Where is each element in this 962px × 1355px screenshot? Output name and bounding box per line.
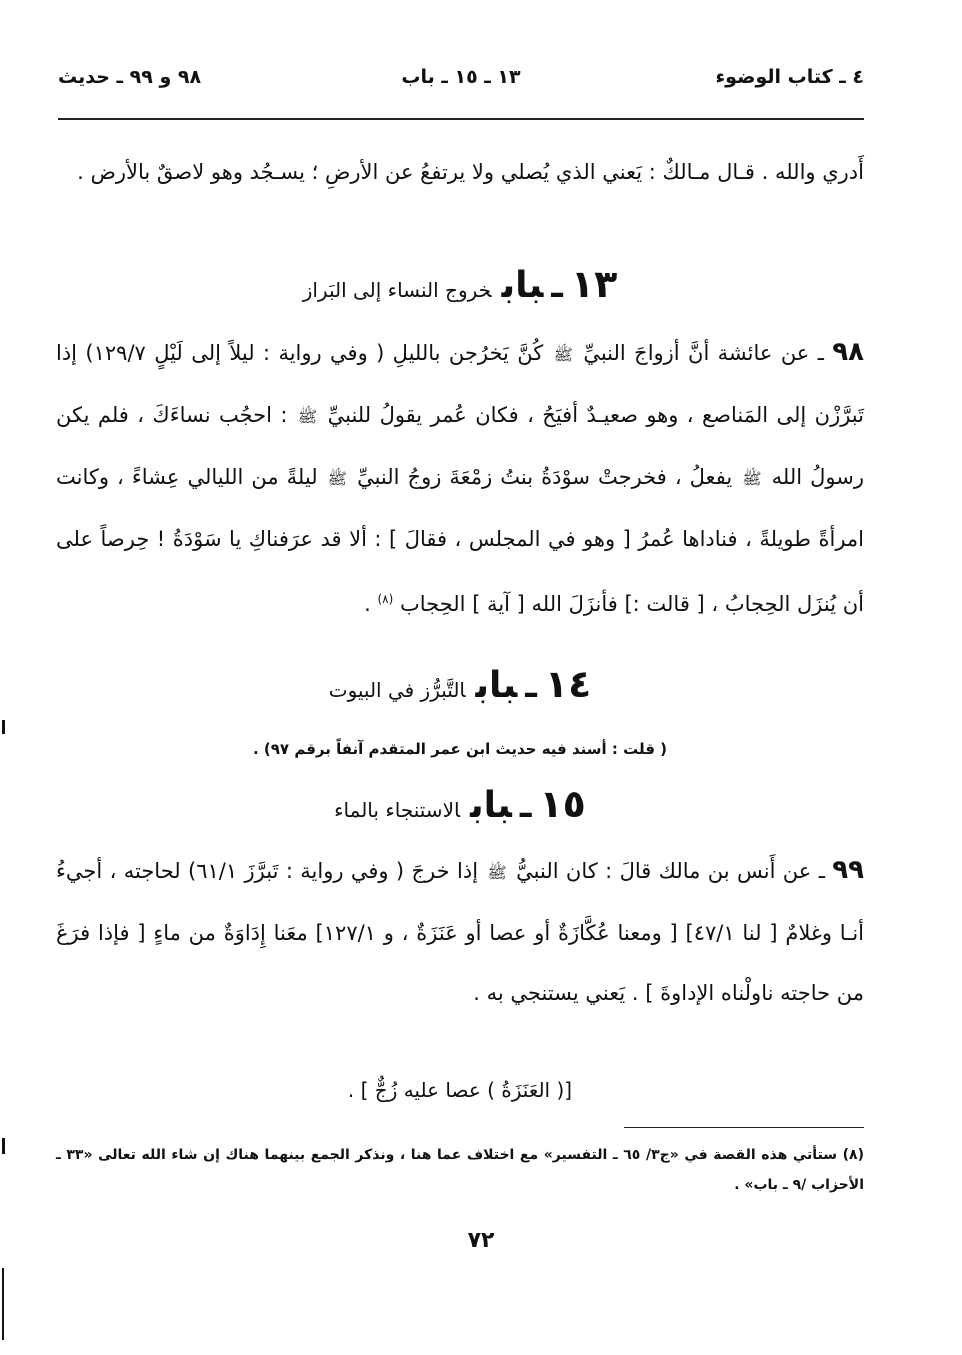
footnote-8: (٨) ستأتي هذه القصة في «ج٣/ ٦٥ ـ التفسير» مع اختلاف عما هنا ، ونذكر الجمع بينهما هناك إن شاء الله تعالى «٣٣ ـ الأحزاب /٩ ـ باب» . — [56, 1147, 864, 1193]
hadith-98-text-5: ليلةً من الليالي عِشاءً ، وكانت امرأةً طويلةً ، فناداها عُمرُ [ وهو في المجلس ، فقالَ ] : ألا قد عرَفناكِ يا سَوْدَةُ ! حِرصاً على أن يُنزَل الحِجابُ ، [ قالت :] فأنزَلَ الله [ آية ] الحِجاب — [56, 465, 864, 616]
salla-symbol-icon: ﷺ — [297, 407, 318, 426]
chapter-15-number: ١٥ — [539, 782, 586, 826]
chapter-13-bab: باب — [501, 265, 544, 306]
chapter-14-heading — [56, 662, 864, 706]
chapter-13-heading — [56, 262, 864, 306]
footnote-reference[interactable]: (٨) — [377, 592, 394, 606]
chapter-14-title: التَّبرُّز في البيوت — [328, 678, 466, 702]
hadith-99-text-1: ـ عن أَنس بن مالك قالَ : كان النبيُّ — [516, 859, 825, 883]
hadith-98-text-1: ـ عن عائشة أنَّ أزواجَ النبيِّ — [583, 341, 824, 365]
chapter-15-separator: ـ — [519, 786, 532, 826]
hadith-99-text-2: إذا خرجَ ( وفي رواية : تَبرَّزَ ٦١/١) لحاجته ، أجيءُ أنـا وغلامٌ [ لنا ٤٧/١] [ ومعنا عُكَّازَةٌ أو عصا أو عَنَزَةٌ ، و ١٢٧/١] معَنا إِدَاوَةٌ من ماءٍ [ فإذا فرَغَ من حاجته ناولْناه الإداوةَ ] . يَعني يستنجي به . — [56, 859, 864, 1005]
hadith-98-text-3: : احجُب نساءَكَ ، فلم يكن رسولُ الله — [56, 403, 864, 489]
salla-symbol-icon: ﷺ — [487, 863, 507, 882]
intro-text: أَدري والله . قـال مـالكٌ : يَعني الذي يُصلي ولا يرتفعُ عن الأرضِ ؛ يسـجُد وهو لاصقٌ بالأرض . — [77, 160, 864, 184]
gloss-note: [( العَنَزَةُ ) عصا عليه زُجٌّ ] . — [347, 1078, 573, 1102]
hadith-98-end: . — [364, 592, 371, 616]
page-number: ٧٢ — [467, 1228, 495, 1253]
chapter-13-title: خروج النساء إلى البَراز — [302, 278, 492, 302]
hadith-98 — [56, 322, 864, 634]
running-header — [58, 66, 864, 106]
chapter-13-separator: ـ — [551, 266, 563, 306]
salla-symbol-icon: ﷺ — [742, 469, 762, 488]
intro-paragraph — [56, 142, 864, 202]
chapter-13-number: ١٣ — [570, 262, 618, 306]
hadith-98-text-4: يفعلُ ، فخرجتْ سوْدَةُ بنتُ زمْعَةَ زوجُ النبيِّ — [357, 465, 733, 489]
salla-symbol-icon: ﷺ — [327, 469, 347, 488]
chapter-14-bab: باب — [475, 665, 518, 706]
hadith-98-text-2: كُنَّ يَخرُجن بالليلِ ( وفي رواية : ليلاً إلى لَيْلٍ ١٢٩/٧) إذا تَبرَّزْن إلى المَناصع ، وهو صعيـدٌ أفيَحُ ، فكان عُمر يقولُ للنبيِّ — [56, 341, 864, 427]
salla-symbol-icon: ﷺ — [553, 345, 573, 364]
chapter-14-separator: ـ — [525, 666, 537, 706]
footnote-divider — [624, 1127, 864, 1128]
header-hadith-range: ٩٨ و ٩٩ ـ حديث — [58, 66, 202, 88]
chapter-15-bab: باب — [470, 785, 512, 826]
chapter-14-note: ( قلت : أسند فيه حديث ابن عمر المتقدم آنفاً برقم ٩٧) . — [253, 740, 667, 758]
scan-edge-mark — [2, 1268, 4, 1340]
header-chapter-range: ١٣ ـ ١٥ ـ باب — [401, 66, 521, 88]
chapter-15-title: الاستنجاء بالماء — [334, 798, 461, 822]
header-divider — [58, 118, 864, 120]
chapter-15-heading — [56, 782, 864, 826]
chapter-14-number: ١٤ — [544, 662, 592, 706]
hadith-98-number: ٩٨ — [832, 337, 865, 367]
hadith-99 — [56, 840, 864, 1023]
scan-edge-mark — [2, 1138, 5, 1154]
scan-edge-mark — [2, 720, 5, 734]
header-book-title: ٤ ـ كتاب الوضوء — [715, 66, 864, 88]
hadith-99-number: ٩٩ — [832, 855, 864, 885]
